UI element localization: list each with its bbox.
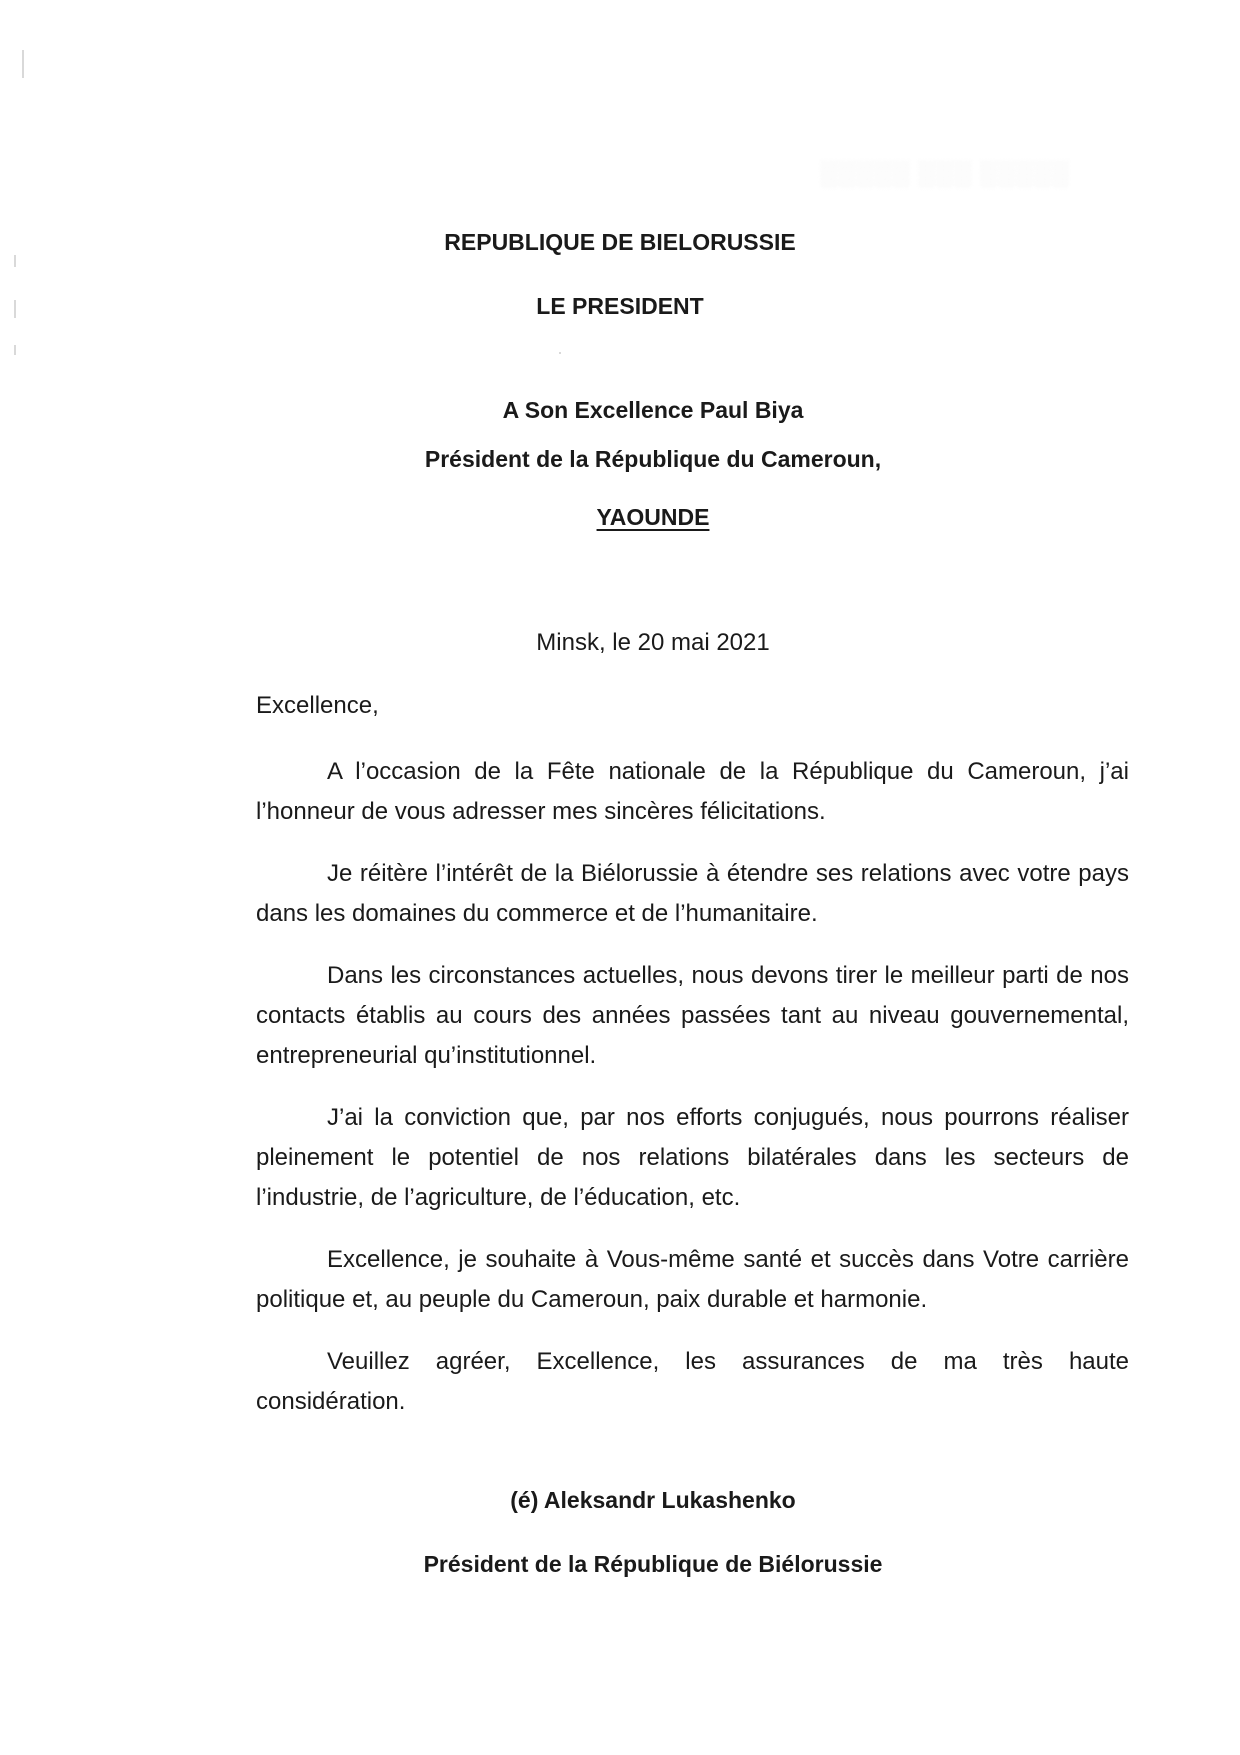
paragraph: J’ai la conviction que, par nos efforts conjugués, nous pourrons réaliser pleinement le potentiel de nos relations bilatérales dans les secteurs de l’industrie, de l’agriculture, de l’éducation, etc.: [256, 1104, 1129, 1211]
letter-body: [256, 752, 1129, 1422]
scan-artifact: [559, 352, 561, 354]
faded-stamp: ░░░░░ ░░░ ░░░░░: [820, 160, 1070, 187]
letterhead-office: LE PRESIDENT: [536, 293, 704, 319]
recipient-title: Président de la République du Cameroun,: [424, 446, 882, 472]
salutation: Excellence,: [256, 692, 379, 719]
paragraph: Excellence, je souhaite à Vous-même santé et succès dans Votre carrière politique et, au peuple du Cameroun, paix durable et harmonie.: [256, 1246, 1129, 1313]
place-date: Minsk, le 20 mai 2021: [536, 629, 770, 656]
recipient-city: [33, 504, 1240, 531]
signature-title: Président de la République de Biélorussie: [423, 1551, 883, 1577]
letterhead-country: REPUBLIQUE DE BIELORUSSIE: [444, 229, 796, 255]
paragraph: Dans les circonstances actuelles, nous devons tirer le meilleur parti de nos contacts établis au cours des années passées tant au niveau gouvernemental, entrepreneurial qu’institutionnel.: [256, 962, 1129, 1069]
scan-artifact: [22, 50, 24, 78]
signature-name: (é) Aleksandr Lukashenko: [510, 1487, 796, 1513]
scan-artifact: [14, 255, 16, 267]
recipient-name: A Son Excellence Paul Biya: [502, 397, 804, 423]
scan-artifact: [14, 345, 16, 355]
recipient-city-text: YAOUNDE: [596, 504, 710, 530]
paragraph: Veuillez agréer, Excellence, les assurances de ma très haute considération.: [256, 1348, 1129, 1415]
paragraph: A l’occasion de la Fête nationale de la République du Cameroun, j’ai l’honneur de vous adresser mes sincères félicitations.: [256, 758, 1129, 825]
paragraph: Je réitère l’intérêt de la Biélorussie à étendre ses relations avec votre pays dans les domaines du commerce et de l’humanitaire.: [256, 860, 1129, 927]
